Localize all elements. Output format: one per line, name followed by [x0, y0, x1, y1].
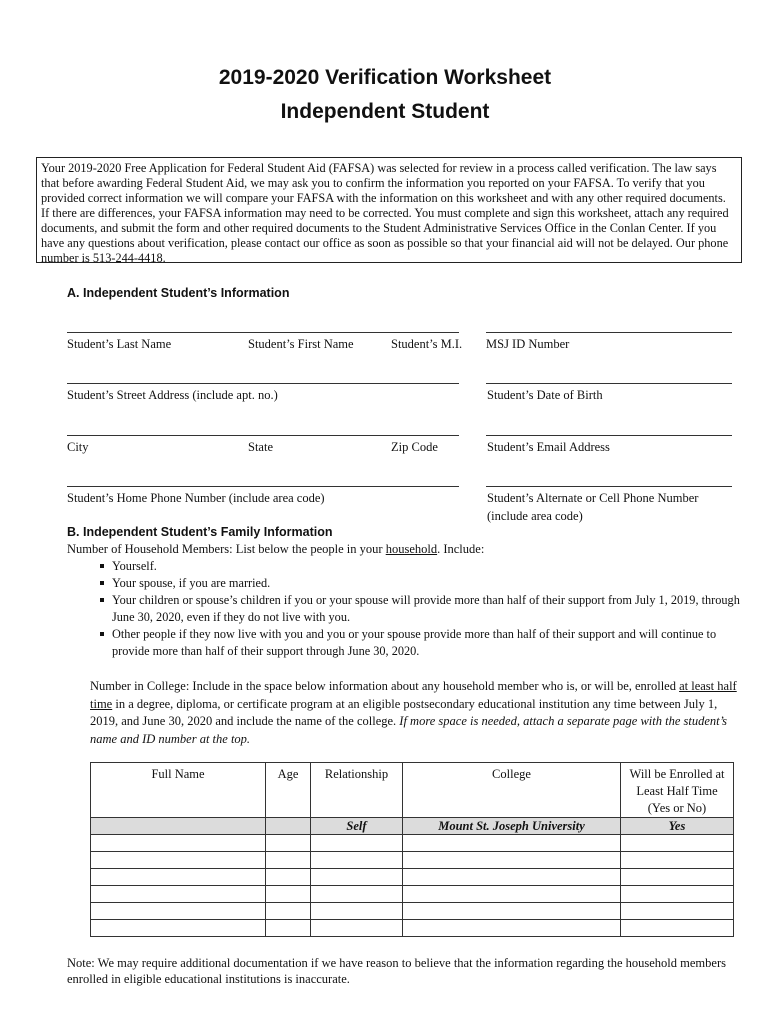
last-name-label: Student’s Last Name	[67, 337, 172, 351]
cell-phone-label-note: (include area code)	[487, 509, 583, 523]
self-age-cell[interactable]	[266, 818, 311, 835]
list-item: Your children or spouse’s children if you or your spouse will provide more than half of their support from July 1, 2019, through June 30, 2020, even if they do not live with you.	[94, 592, 744, 626]
table-row[interactable]	[91, 920, 734, 937]
col-header-college: College	[403, 763, 621, 818]
bullet-icon	[100, 598, 104, 602]
table-row[interactable]	[91, 869, 734, 886]
last-name-input[interactable]	[67, 332, 459, 333]
college-paragraph: Number in College: Include in the space below information about any household member who is, or will be, enrolled at least half time in a degree, diploma, or certificate program at an eligible postsecondary educational institution any time between July 1, 2019, and June 30, 2020 and include the name of the college. If more space is needed, attach a separate page with the student’s name and ID number at the top.	[90, 679, 737, 746]
state-label: State	[248, 440, 273, 454]
col-header-full-name: Full Name	[91, 763, 266, 818]
home-phone-input[interactable]	[67, 486, 459, 487]
street-address-input[interactable]	[67, 383, 459, 384]
list-item: Other people if they now live with you and you or your spouse provide more than half of their support and will continue to provide more than half of their support through June 30, 2020.	[94, 626, 744, 660]
cell-phone-label: Student’s Alternate or Cell Phone Number	[487, 491, 699, 505]
footer-note: Note: We may require additional documentation if we have reason to believe that the information regarding the household members enrolled in eligible educational institutions is inaccurate.	[67, 956, 726, 986]
table-row[interactable]	[91, 835, 734, 852]
street-address-label: Student’s Street Address (include apt. no.)	[67, 388, 278, 402]
email-label: Student’s Email Address	[487, 440, 610, 454]
table-row[interactable]	[91, 852, 734, 869]
middle-initial-label: Student’s M.I.	[391, 337, 463, 351]
col-header-relationship: Relationship	[311, 763, 403, 818]
list-item: Your spouse, if you are married.	[94, 575, 744, 592]
page-title: 2019-2020 Verification Worksheet	[218, 66, 552, 89]
section-a-heading: A. Independent Student’s Information	[67, 286, 290, 300]
table-row[interactable]	[91, 886, 734, 903]
col-header-age: Age	[266, 763, 311, 818]
section-b-heading: B. Independent Student’s Family Information	[67, 525, 333, 539]
bullet-icon	[100, 564, 104, 568]
self-college-cell: Mount St. Joseph University	[403, 818, 621, 835]
city-label: City	[67, 440, 89, 454]
self-enrolled-cell: Yes	[621, 818, 734, 835]
date-of-birth-label: Student’s Date of Birth	[487, 388, 603, 402]
self-full-name-cell[interactable]	[91, 818, 266, 835]
msj-id-label: MSJ ID Number	[486, 337, 570, 351]
city-state-zip-input[interactable]	[67, 435, 459, 436]
household-college-table	[90, 762, 734, 937]
zip-label: Zip Code	[391, 440, 438, 454]
date-of-birth-input[interactable]	[486, 383, 732, 384]
page-subtitle: Independent Student	[280, 100, 490, 123]
msj-id-input[interactable]	[486, 332, 732, 333]
household-intro: Number of Household Members: List below the people in your household. Include:	[67, 542, 485, 556]
table-row-self	[91, 818, 734, 835]
list-item: Yourself.	[94, 558, 744, 575]
table-row[interactable]	[91, 903, 734, 920]
first-name-label: Student’s First Name	[248, 337, 354, 351]
bullet-icon	[100, 632, 104, 636]
household-bullet-list	[94, 558, 744, 660]
intro-box: Your 2019-2020 Free Application for Federal Student Aid (FAFSA) was selected for review in a process called verification. The law says that before awarding Federal Student Aid, we may ask you to confirm the information you reported on your FAFSA. To verify that you provided correct information we will compare your FAFSA with the information on this worksheet and with any other required documents. If there are differences, your FAFSA information may need to be corrected. You must complete and sign this worksheet, attach any required documents, and submit the form and other required documents to the Student Administrative Services Office in the Conlan Center. If you have any questions about verification, please contact our office as soon as possible so that your financial aid will not be delayed. Our phone number is 513-244-4418.	[36, 157, 742, 263]
email-input[interactable]	[486, 435, 732, 436]
bullet-icon	[100, 581, 104, 585]
col-header-enrolled: Will be Enrolled at Least Half Time (Yes or No)	[621, 763, 734, 818]
cell-phone-input[interactable]	[486, 486, 732, 487]
home-phone-label: Student’s Home Phone Number (include area code)	[67, 491, 325, 505]
self-relationship-cell: Self	[311, 818, 403, 835]
